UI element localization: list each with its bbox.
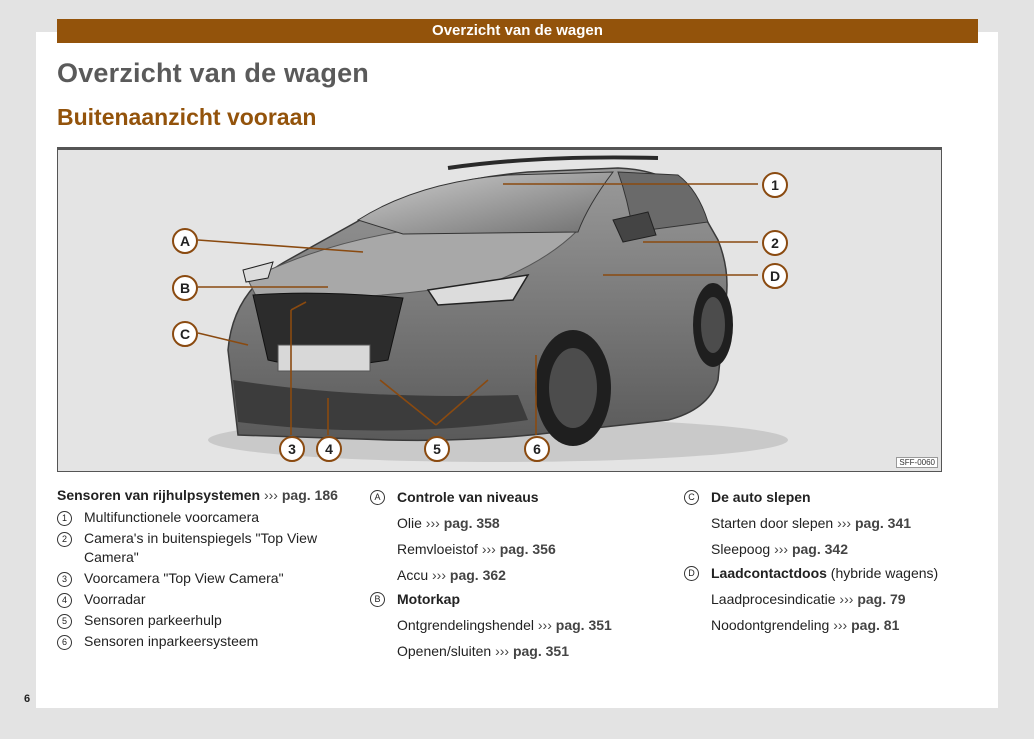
- ref-page: pag. 79: [857, 591, 906, 607]
- car-front-exterior-figure: [57, 147, 942, 472]
- sensors-heading-text: Sensoren van rijhulpsystemen: [57, 487, 261, 503]
- callout-5: 5: [424, 436, 450, 462]
- list-item: [684, 614, 984, 636]
- car-rim-front: [549, 348, 597, 428]
- list-item-text: Olie: [397, 515, 422, 531]
- item-number-badge: 3: [57, 572, 72, 587]
- section-d-note: (hybride wagens): [826, 565, 939, 581]
- list-item-text: Ontgrendelingshendel: [397, 617, 534, 633]
- callout-3: 3: [279, 436, 305, 462]
- list-item: [370, 512, 670, 534]
- list-item: [57, 528, 357, 567]
- list-item-text: Sensoren parkeerhulp: [84, 612, 222, 628]
- ref-page: pag. 356: [499, 541, 556, 557]
- towing-charging-column: [684, 484, 984, 636]
- list-item-text: Multifunctionele voorcamera: [84, 509, 260, 525]
- callout-D: D: [762, 263, 788, 289]
- ref-arrow: ›››: [537, 617, 552, 633]
- item-number-badge: 1: [57, 511, 72, 526]
- section-b-heading: [370, 588, 670, 610]
- ref-arrow: ›››: [833, 617, 848, 633]
- section-d-heading: [684, 562, 984, 584]
- ref-arrow: ›››: [837, 515, 852, 531]
- section-c-title: De auto slepen: [711, 489, 811, 505]
- item-number-badge: 2: [57, 532, 72, 547]
- list-item-text: Remvloeistof: [397, 541, 478, 557]
- section-d-title: Laadcontactdoos: [711, 565, 827, 581]
- ref-page: pag. 186: [281, 487, 338, 503]
- list-item-text: Openen/sluiten: [397, 643, 492, 659]
- ref-arrow: ›››: [425, 515, 440, 531]
- page-ref-link[interactable]: [829, 617, 899, 633]
- callout-4: 4: [316, 436, 342, 462]
- list-item-text: Voorcamera "Top View Camera": [84, 570, 284, 586]
- letter-badge-b: B: [370, 592, 385, 607]
- ref-arrow: ›››: [263, 487, 278, 503]
- list-item-text: Starten door slepen: [711, 515, 834, 531]
- car-illustration: [58, 150, 942, 472]
- list-item: [370, 564, 670, 586]
- ref-page: pag. 351: [555, 617, 612, 633]
- list-item: [370, 538, 670, 560]
- section-title: Buitenaanzicht vooraan: [57, 104, 317, 130]
- car-roof-rail: [448, 157, 658, 168]
- ref-arrow: ›››: [432, 567, 447, 583]
- list-item: [57, 589, 357, 609]
- page-ref-link[interactable]: [836, 591, 906, 607]
- list-item: [684, 588, 984, 610]
- section-a-heading: [370, 486, 670, 508]
- callout-6: 6: [524, 436, 550, 462]
- levels-hood-column: [370, 484, 670, 662]
- section-a-title: Controle van niveaus: [397, 489, 539, 505]
- list-item-text: Voorradar: [84, 591, 146, 607]
- page-ref-link[interactable]: [534, 617, 612, 633]
- page-number: 6: [24, 693, 31, 705]
- figure-code: SFF-0060: [896, 457, 938, 468]
- ref-page: pag. 362: [449, 567, 506, 583]
- page-ref-link[interactable]: [264, 487, 338, 503]
- ref-arrow: ›››: [495, 643, 510, 659]
- page-ref-link[interactable]: [833, 515, 911, 531]
- list-item: [57, 610, 357, 630]
- list-item: [57, 507, 357, 527]
- list-item: [684, 512, 984, 534]
- ref-arrow: ›››: [839, 591, 854, 607]
- list-item-text: Sensoren inparkeersysteem: [84, 633, 259, 649]
- sensors-heading: [57, 484, 357, 506]
- sensors-column: [57, 484, 357, 651]
- page-ref-link[interactable]: [770, 541, 848, 557]
- ref-page: pag. 342: [791, 541, 848, 557]
- page-ref-link[interactable]: [422, 515, 500, 531]
- ref-page: pag. 358: [443, 515, 500, 531]
- list-item: [684, 538, 984, 560]
- ref-arrow: ›››: [481, 541, 496, 557]
- ref-page: pag. 351: [512, 643, 569, 659]
- item-number-badge: 4: [57, 593, 72, 608]
- item-number-badge: 5: [57, 614, 72, 629]
- letter-badge-c: C: [684, 490, 699, 505]
- car-rim-rear: [701, 297, 725, 353]
- callout-C: C: [172, 321, 198, 347]
- ref-page: pag. 81: [851, 617, 900, 633]
- list-item: [57, 568, 357, 588]
- page-ref-link[interactable]: [478, 541, 556, 557]
- list-item-text: Laadprocesindicatie: [711, 591, 836, 607]
- letter-badge-d: D: [684, 566, 699, 581]
- callout-B: B: [172, 275, 198, 301]
- page-ref-link[interactable]: [491, 643, 569, 659]
- list-item: [370, 614, 670, 636]
- callout-2: 2: [762, 230, 788, 256]
- ref-arrow: ›››: [774, 541, 789, 557]
- page-ref-link[interactable]: [428, 567, 506, 583]
- section-c-heading: [684, 486, 984, 508]
- list-item-text: Noodontgrendeling: [711, 617, 830, 633]
- chapter-header-band: Overzicht van de wagen: [57, 19, 978, 43]
- section-b-title: Motorkap: [397, 591, 460, 607]
- page-title: Overzicht van de wagen: [57, 58, 369, 88]
- callout-A: A: [172, 228, 198, 254]
- list-item: [57, 631, 357, 651]
- callout-1: 1: [762, 172, 788, 198]
- ref-page: pag. 341: [854, 515, 912, 531]
- letter-badge-a: A: [370, 490, 385, 505]
- list-item-text: Sleepoog: [711, 541, 771, 557]
- item-number-badge: 6: [57, 635, 72, 650]
- list-item: [370, 640, 670, 662]
- car-windshield: [358, 172, 613, 234]
- list-item-text: Accu: [397, 567, 429, 583]
- list-item-text: Camera's in buitenspiegels "Top View Camera": [84, 530, 318, 565]
